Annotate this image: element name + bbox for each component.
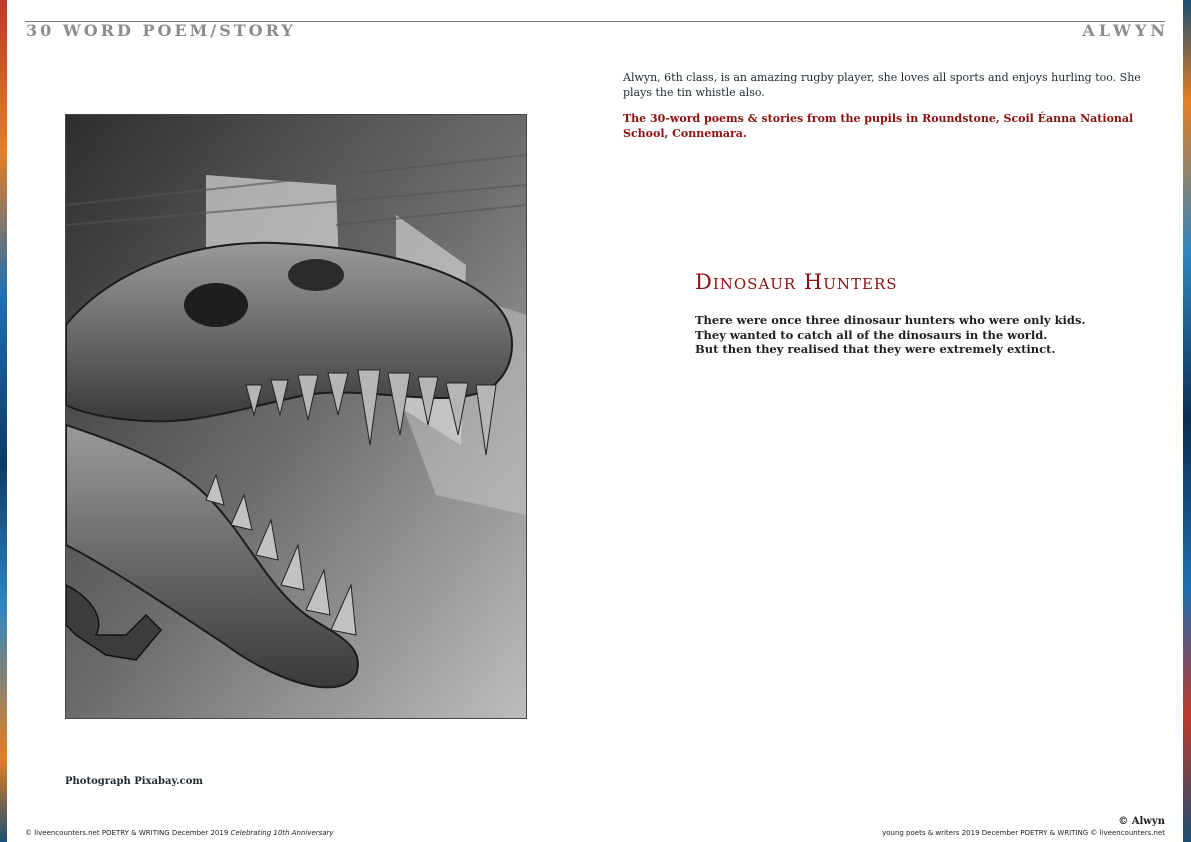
dinosaur-skull-photo <box>65 114 527 719</box>
poem-line: There were once three dinosaur hunters who were only kids. <box>695 313 1086 327</box>
page <box>7 0 1183 842</box>
intro-text: The 30-word poems & stories from the pupils in Roundstone, Scoil Éanna National School, Connemara. <box>623 112 1134 140</box>
footer-left-text: © liveencounters.net POETRY & WRITING December 2019 <box>25 829 229 837</box>
footer-left <box>25 829 334 837</box>
author-header: ALWYN <box>1082 21 1169 40</box>
section-header: 30 WORD POEM/STORY <box>26 21 296 40</box>
photo-credit: Photograph Pixabay.com <box>65 776 203 787</box>
right-decorative-border <box>1183 0 1191 842</box>
left-decorative-border <box>0 0 7 842</box>
poem-title: Dinosaur Hunters <box>695 270 898 294</box>
poem-body <box>695 313 1085 357</box>
copyright-author: © Alwyn <box>1118 816 1165 827</box>
author-bio: Alwyn, 6th class, is an amazing rugby player, she loves all sports and enjoys hurling too. She plays the tin whistle also. <box>623 71 1141 99</box>
footer-anniversary: Celebrating 10th Anniversary <box>230 829 334 837</box>
footer-right: young poets & writers 2019 December POETRY & WRITING © liveencounters.net <box>882 829 1165 837</box>
poem-line: They wanted to catch all of the dinosaurs in the world. <box>695 327 1048 342</box>
poem-line: But then they realised that they were extremely extinct. <box>695 342 1056 356</box>
